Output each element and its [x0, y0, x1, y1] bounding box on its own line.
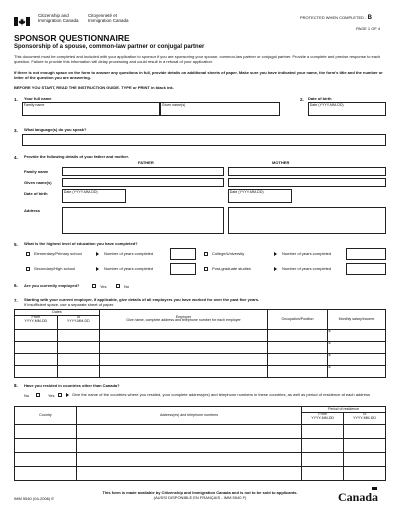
currency-symbol: $ [328, 329, 331, 334]
family-name-label: Family name [23, 102, 45, 107]
elementary-checkbox[interactable] [26, 252, 30, 256]
footer-notice-fr: (AUSSI DISPONIBLE EN FRANÇAIS - IMM 5540 F) [153, 495, 247, 500]
salary-header: Monthly salary/income [328, 310, 386, 330]
res-to-header [344, 412, 386, 424]
occupation-cell[interactable] [268, 329, 328, 341]
country-cell[interactable] [15, 452, 77, 466]
father-heading: FATHER [138, 160, 154, 165]
q1-number: 1. [14, 97, 18, 102]
employer-cell[interactable] [100, 329, 268, 341]
secondary-label: Secondary/High school [34, 266, 76, 271]
mother-dob-field[interactable] [228, 189, 292, 203]
family-name-field[interactable] [22, 102, 160, 116]
postgrad-years-label: Number of years completed [282, 266, 332, 271]
resided-yes-checkbox[interactable] [58, 393, 62, 397]
before-you-start: BEFORE YOU START, READ THE INSTRUCTION GUIDE. TYPE or PRINT in black ink. [14, 85, 174, 90]
employed-no-checkbox[interactable] [116, 284, 120, 288]
employer-header [100, 310, 268, 330]
resided-no-checkbox[interactable] [36, 393, 40, 397]
dates-header: Dates [15, 310, 100, 316]
from-cell[interactable] [15, 329, 58, 341]
from-cell[interactable] [15, 341, 58, 353]
arrow-right-icon [66, 393, 69, 397]
date-of-birth-field[interactable] [308, 102, 386, 116]
address-cell[interactable] [76, 466, 301, 480]
from-cell[interactable] [15, 365, 58, 377]
country-header: Country [15, 407, 77, 425]
table-row[interactable] [15, 341, 386, 353]
arrow-right-icon [274, 267, 277, 271]
q7-label: Starting with your current employer, if applicable, give details of all employers you have worked for over the past five years. [24, 297, 260, 302]
mother-address-field[interactable] [228, 207, 386, 234]
given-names-field[interactable] [160, 102, 280, 116]
footer-notice: This form is made available by Citizenship and Immigration Canada and is not to be sold to applicants. [102, 490, 298, 495]
canada-wordmark-text: Canada [338, 490, 379, 504]
father-family-name-field[interactable] [62, 167, 224, 176]
parent-given-name-label: Given name(s) [24, 180, 52, 185]
q6-number: 6. [14, 283, 18, 288]
q1-label: Your full name [24, 96, 52, 101]
res-to-cell[interactable] [344, 424, 386, 438]
employed-yes-checkbox[interactable] [92, 284, 96, 288]
to-label: To [76, 315, 81, 320]
table-row[interactable] [15, 452, 386, 466]
protected-label [300, 15, 372, 22]
employer-cell[interactable] [100, 365, 268, 377]
q8-no-label: No [24, 393, 30, 398]
table-row[interactable] [15, 353, 386, 365]
arrow-right-icon [274, 252, 277, 256]
father-address-field[interactable] [62, 207, 224, 234]
res-from-label: From [318, 412, 327, 417]
q8-label: Have you resided in countries other than Canada? [24, 383, 120, 388]
mother-given-name-field[interactable] [228, 178, 386, 187]
father-given-name-field[interactable] [62, 178, 224, 187]
secondary-years-field[interactable] [170, 263, 196, 275]
mother-family-name-field[interactable] [228, 167, 386, 176]
arrow-right-icon [96, 252, 99, 256]
given-names-label: Given name(s) [161, 102, 186, 107]
address-cell[interactable] [76, 438, 301, 452]
q3-label: What language(s) do you speak? [24, 127, 87, 132]
currency-symbol: $ [328, 365, 331, 370]
from-label: From [31, 315, 40, 320]
employed-yes-label: Yes [100, 284, 107, 289]
q2-number: 2. [300, 97, 304, 102]
q7-note: If insufficient space, use a separate sheet of paper. [24, 302, 115, 307]
father-dob-format: Date (YYYY-MM-DD) [63, 189, 98, 194]
q5-label: What is the highest level of education you have completed? [24, 241, 138, 246]
residence-table [14, 406, 386, 481]
address-cell[interactable] [76, 424, 301, 438]
res-to-cell[interactable] [344, 466, 386, 480]
from-header [15, 315, 58, 329]
wordmark-flag-icon [372, 487, 377, 490]
res-from-header [302, 412, 344, 424]
arrow-right-icon [96, 267, 99, 271]
elementary-years-label: Number of years completed [104, 251, 154, 256]
q5-number: 5. [14, 242, 18, 247]
college-years-field[interactable] [346, 248, 386, 260]
occupation-header: Occupation/Position [268, 310, 328, 330]
postgrad-label: Post-graduate studies [212, 266, 251, 271]
father-dob-field[interactable] [62, 189, 126, 203]
from-cell[interactable] [15, 353, 58, 365]
period-header: Period of residence [302, 407, 386, 413]
res-to-cell[interactable] [344, 438, 386, 452]
employed-no-label: No [124, 284, 130, 289]
res-from-cell[interactable] [302, 452, 344, 466]
parent-address-label: Address [24, 208, 41, 213]
q8-yes-detail: Give the name of the countries where you resided, your complete address(es) and telephone numbers in these countries, as well as period of residence at each address [72, 392, 370, 397]
canada-flag-icon [14, 13, 30, 22]
mother-dob-format: Date (YYYY-MM-DD) [229, 189, 264, 194]
page-subtitle: Sponsorship of a spouse, common-law partner or conjugal partner [14, 44, 205, 50]
salary-cell[interactable] [328, 365, 386, 377]
elementary-years-field[interactable] [170, 248, 196, 260]
gov-name-en: Citizenship and Immigration Canada [38, 13, 79, 24]
salary-cell[interactable] [328, 329, 386, 341]
postgrad-checkbox[interactable] [204, 267, 208, 271]
to-date-format: YYYY-MM-DD [66, 319, 90, 324]
res-from-cell[interactable] [302, 466, 344, 480]
table-row[interactable] [15, 438, 386, 452]
protected-level: B [367, 15, 372, 21]
to-cell[interactable] [57, 365, 100, 377]
q8-yes-label: Yes [48, 393, 55, 398]
address-header: Address(es) and telephone numbers [76, 407, 301, 425]
to-cell[interactable] [57, 341, 100, 353]
from-date-format: YYYY-MM-DD [24, 319, 48, 324]
res-from-cell[interactable] [302, 438, 344, 452]
table-row[interactable] [15, 365, 386, 377]
q3-number: 3. [14, 128, 18, 133]
parent-dob-label: Date of birth [24, 191, 48, 196]
res-to-date-format: YYYY-MM-DD [353, 416, 376, 421]
res-to-label: To [362, 412, 367, 417]
table-row[interactable] [15, 466, 386, 480]
res-to-cell[interactable] [344, 452, 386, 466]
college-years-label: Number of years completed [282, 251, 332, 256]
address-cell[interactable] [76, 452, 301, 466]
currency-symbol: $ [328, 353, 331, 358]
employer-cell[interactable] [100, 341, 268, 353]
form-id: IMM 5540 (04-2006) E [14, 496, 55, 501]
postgrad-years-field[interactable] [346, 263, 386, 275]
secondary-years-label: Number of years completed [104, 266, 154, 271]
occupation-cell[interactable] [268, 353, 328, 365]
occupation-cell[interactable] [268, 341, 328, 353]
salary-cell[interactable] [328, 353, 386, 365]
q2-label: Date of birth [308, 96, 332, 101]
q4-label: Provide the following details of your father and mother. [24, 154, 129, 159]
to-header [57, 315, 100, 329]
employment-table [14, 309, 386, 378]
employer-cell[interactable] [100, 353, 268, 365]
secondary-checkbox[interactable] [26, 267, 30, 271]
q8-number: 8. [14, 383, 18, 388]
employer-header-title: Employer [175, 314, 192, 319]
to-cell[interactable] [57, 353, 100, 365]
intro-bold-text: If there is not enough space on the form to answer any questions in full, provide details on additional sheets of paper. Make sure you have indicated your name, the form's title and the number or letter of the question you are answering. [14, 70, 383, 80]
table-row[interactable] [15, 424, 386, 438]
occupation-cell[interactable] [268, 365, 328, 377]
college-checkbox[interactable] [204, 252, 208, 256]
country-cell[interactable] [15, 438, 77, 452]
gov-name-fr: Citoyenneté et Immigration Canada [88, 13, 129, 24]
table-row[interactable] [15, 329, 386, 341]
page-number: PAGE 1 OF 4 [356, 26, 381, 31]
page-title: SPONSOR QUESTIONNAIRE [14, 33, 130, 43]
q4-number: 4. [14, 155, 18, 160]
to-cell[interactable] [57, 329, 100, 341]
mother-heading: MOTHER [272, 160, 290, 165]
currency-symbol: $ [328, 341, 331, 346]
employer-header-sub: Give name, complete address and telephone number for each employer [126, 318, 241, 323]
protected-text: PROTECTED WHEN COMPLETED - [300, 15, 367, 20]
college-label: College/University [212, 251, 245, 256]
intro-text: This document must be completed and included with your application to sponsor if you are sponsoring your spouse, common-law partner or conjugal partner. Provide a complete and precise response to each question. Failure to provide this information will delay processing and could result in a refusal of your application. [14, 54, 381, 64]
canada-wordmark [338, 488, 378, 506]
date-of-birth-format: Date (YYYY-MM-DD) [309, 102, 344, 107]
elementary-label: Elementary/Primary school [34, 251, 82, 256]
salary-cell[interactable] [328, 341, 386, 353]
country-cell[interactable] [15, 424, 77, 438]
res-from-date-format: YYYY-MM-DD [311, 416, 335, 421]
res-from-cell[interactable] [302, 424, 344, 438]
languages-field[interactable] [22, 134, 386, 146]
country-cell[interactable] [15, 466, 77, 480]
parent-family-name-label: Family name [24, 169, 49, 174]
q6-label: Are you currently employed? [24, 283, 80, 288]
q7-number: 7. [14, 298, 18, 303]
